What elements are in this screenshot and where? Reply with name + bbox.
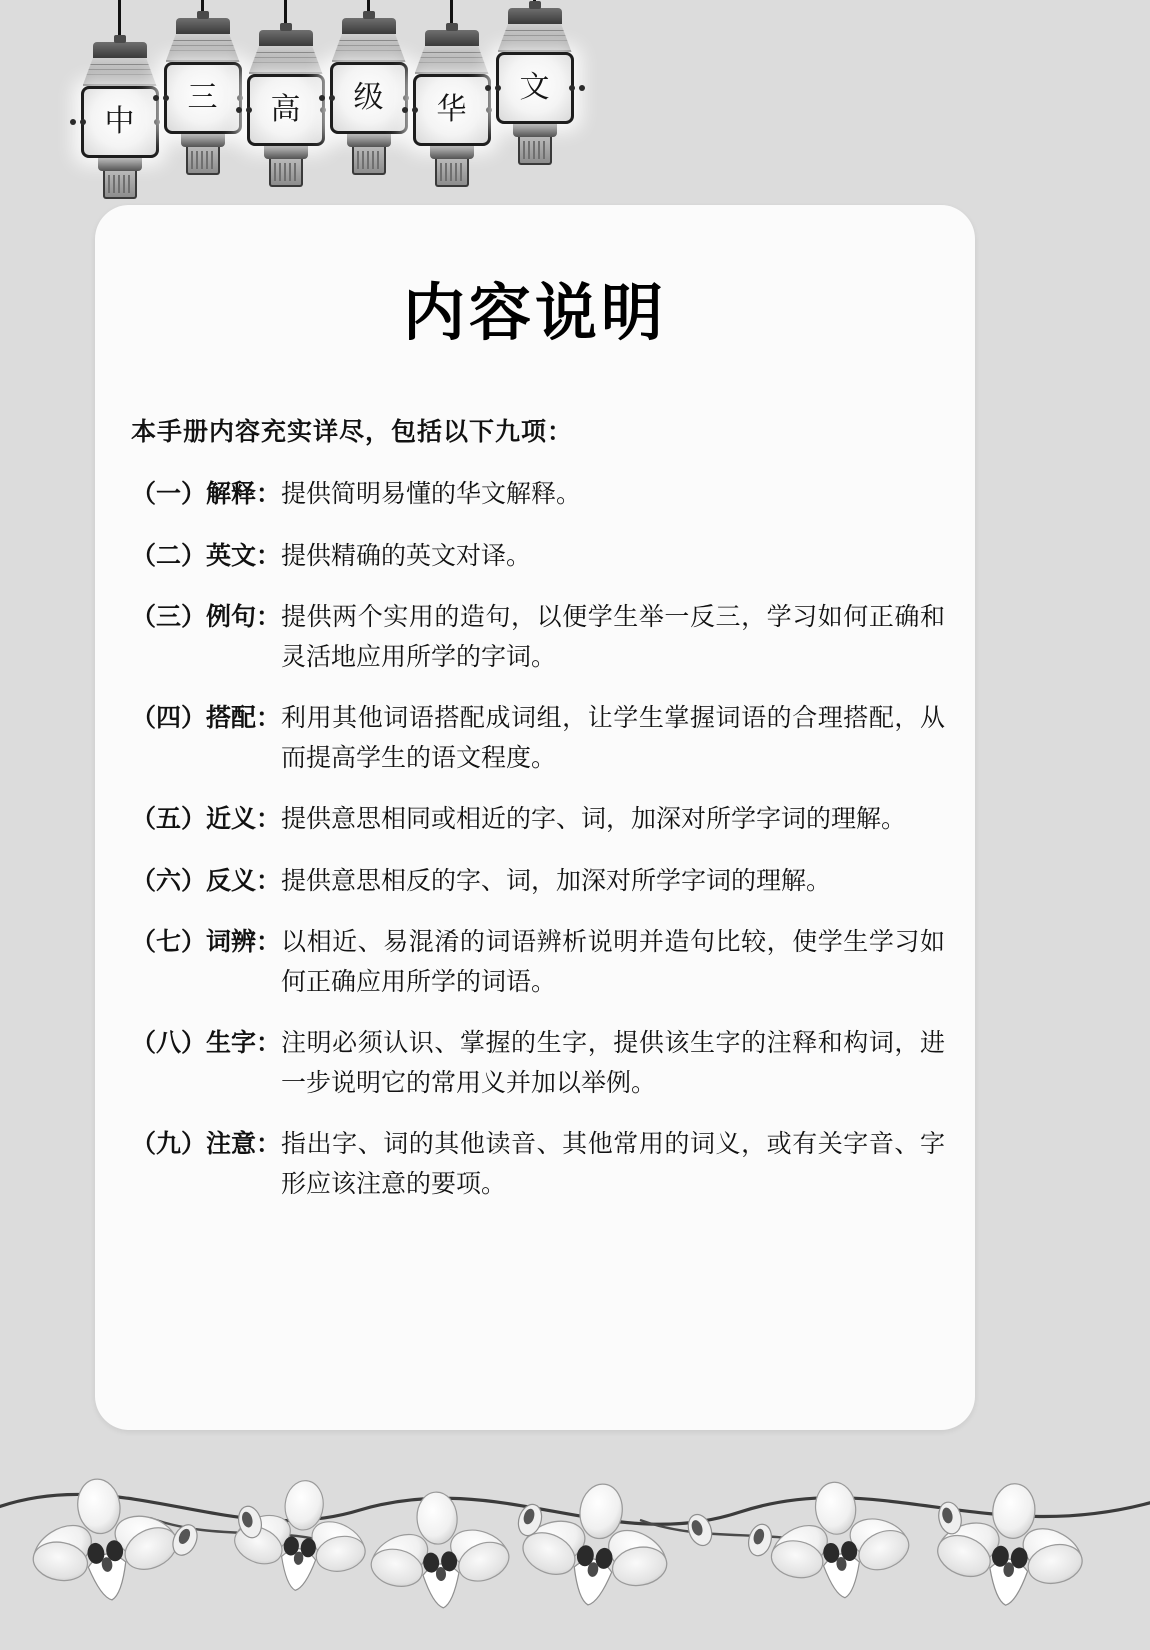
lantern-base: [181, 134, 225, 147]
lantern-base: [264, 146, 308, 159]
lantern-tassel: [518, 137, 552, 165]
item-text: 提供意思相同或相近的字、词，加深对所学字词的理解。: [281, 804, 907, 833]
lantern-tassel: [435, 159, 469, 187]
lantern-tassel: [103, 171, 137, 199]
lantern-4: [327, 0, 410, 175]
lantern-body: [247, 74, 325, 146]
lantern-shade: [83, 58, 157, 86]
lantern-1: [78, 0, 161, 199]
lantern-cap: [176, 18, 230, 34]
lantern-cap: [425, 30, 479, 46]
lantern-body: [330, 62, 408, 134]
lantern-shade: [332, 34, 406, 62]
lantern-cap: [93, 42, 147, 58]
item-label: （八）生字：: [131, 1028, 282, 1057]
intro-text: 本手册内容充实详尽，包括以下九项：: [131, 417, 574, 446]
item-label: （一）解释：: [131, 479, 282, 508]
lantern-3: [244, 0, 327, 187]
lantern-shade: [166, 34, 240, 62]
orchid-footer-decoration: [0, 1390, 1150, 1650]
lantern-tassel: [352, 147, 386, 175]
item-text: 提供精确的英文对译。: [281, 540, 532, 570]
lantern-character: 级: [353, 80, 384, 115]
lantern-character: 高: [270, 92, 301, 127]
list-item: [131, 1023, 945, 1102]
item-text: 提供意思相反的字、词，加深对所学字词的理解。: [281, 865, 832, 895]
lantern-cap: [259, 30, 313, 46]
lantern-shade: [249, 46, 323, 74]
orchid-flower: [16, 1468, 190, 1611]
orchid-flower: [360, 1487, 519, 1613]
page-title: 内容说明: [402, 276, 667, 349]
item-text: 提供简明易懂的华文解释。: [281, 479, 582, 508]
lantern-cap: [342, 18, 396, 34]
lantern-character: 三: [187, 80, 218, 115]
lantern-character: 文: [519, 70, 550, 105]
item-label: （四）搭配：: [131, 703, 282, 732]
list-item: [131, 1124, 945, 1203]
lantern-body: [496, 52, 574, 124]
lantern-body: [81, 86, 159, 158]
orchid-flower: [758, 1474, 921, 1605]
list-item: [131, 799, 945, 839]
lantern-body: [164, 62, 242, 134]
list-item: [131, 597, 945, 676]
item-text: 指出字、词的其他读音、其他常用的词义，或有关字音、字形应该注意的要项。: [281, 1129, 945, 1198]
item-label: （七）词辨：: [131, 927, 282, 956]
list-item: [131, 861, 945, 901]
lantern-6: [493, 0, 576, 165]
list-item: [131, 922, 945, 1001]
orchid-flower: [509, 1473, 683, 1616]
lantern-tassel: [186, 147, 220, 175]
lantern-tassel: [269, 159, 303, 187]
lantern-base: [98, 158, 142, 171]
lantern-banner: [78, 0, 576, 199]
orchid-stem: [0, 1494, 1150, 1524]
lantern-base: [513, 124, 557, 137]
list-item: [131, 474, 945, 514]
item-list: [131, 474, 975, 1203]
item-label: （九）注意：: [131, 1129, 282, 1158]
lantern-base: [347, 134, 391, 147]
lantern-body: [413, 74, 491, 146]
lantern-shade: [415, 46, 489, 74]
item-text: 以相近、易混淆的词语辨析说明并造句比较，使学生学习如何正确应用所学的词语。: [281, 927, 945, 996]
orchid-flower: [926, 1477, 1095, 1612]
item-label: （六）反义：: [131, 865, 282, 895]
lantern-5: [410, 0, 493, 187]
orchid-bud: [684, 1511, 716, 1549]
lantern-character: 中: [104, 104, 135, 139]
lantern-shade: [498, 24, 572, 52]
orchid-branch-svg: [0, 1390, 1150, 1650]
item-text: 提供两个实用的造句，以便学生举一反三，学习如何正确和灵活地应用所学的字词。: [281, 602, 945, 671]
item-text: 利用其他词语搭配成词组，让学生掌握词语的合理搭配，从而提高学生的语文程度。: [281, 703, 945, 772]
list-item: [131, 536, 945, 576]
orchid-bud: [745, 1522, 775, 1559]
item-label: （三）例句：: [131, 602, 282, 631]
list-item: [131, 698, 945, 777]
lantern-2: [161, 0, 244, 175]
item-label: （五）近义：: [131, 804, 282, 833]
item-label: （二）英文：: [131, 540, 282, 570]
lantern-character: 华: [436, 92, 467, 127]
lantern-base: [430, 146, 474, 159]
item-text: 注明必须认识、掌握的生字，提供该生字的注释和构词，进一步说明它的常用义并加以举例。: [281, 1028, 945, 1097]
lantern-cap: [508, 8, 562, 24]
content-card: [95, 205, 975, 1430]
